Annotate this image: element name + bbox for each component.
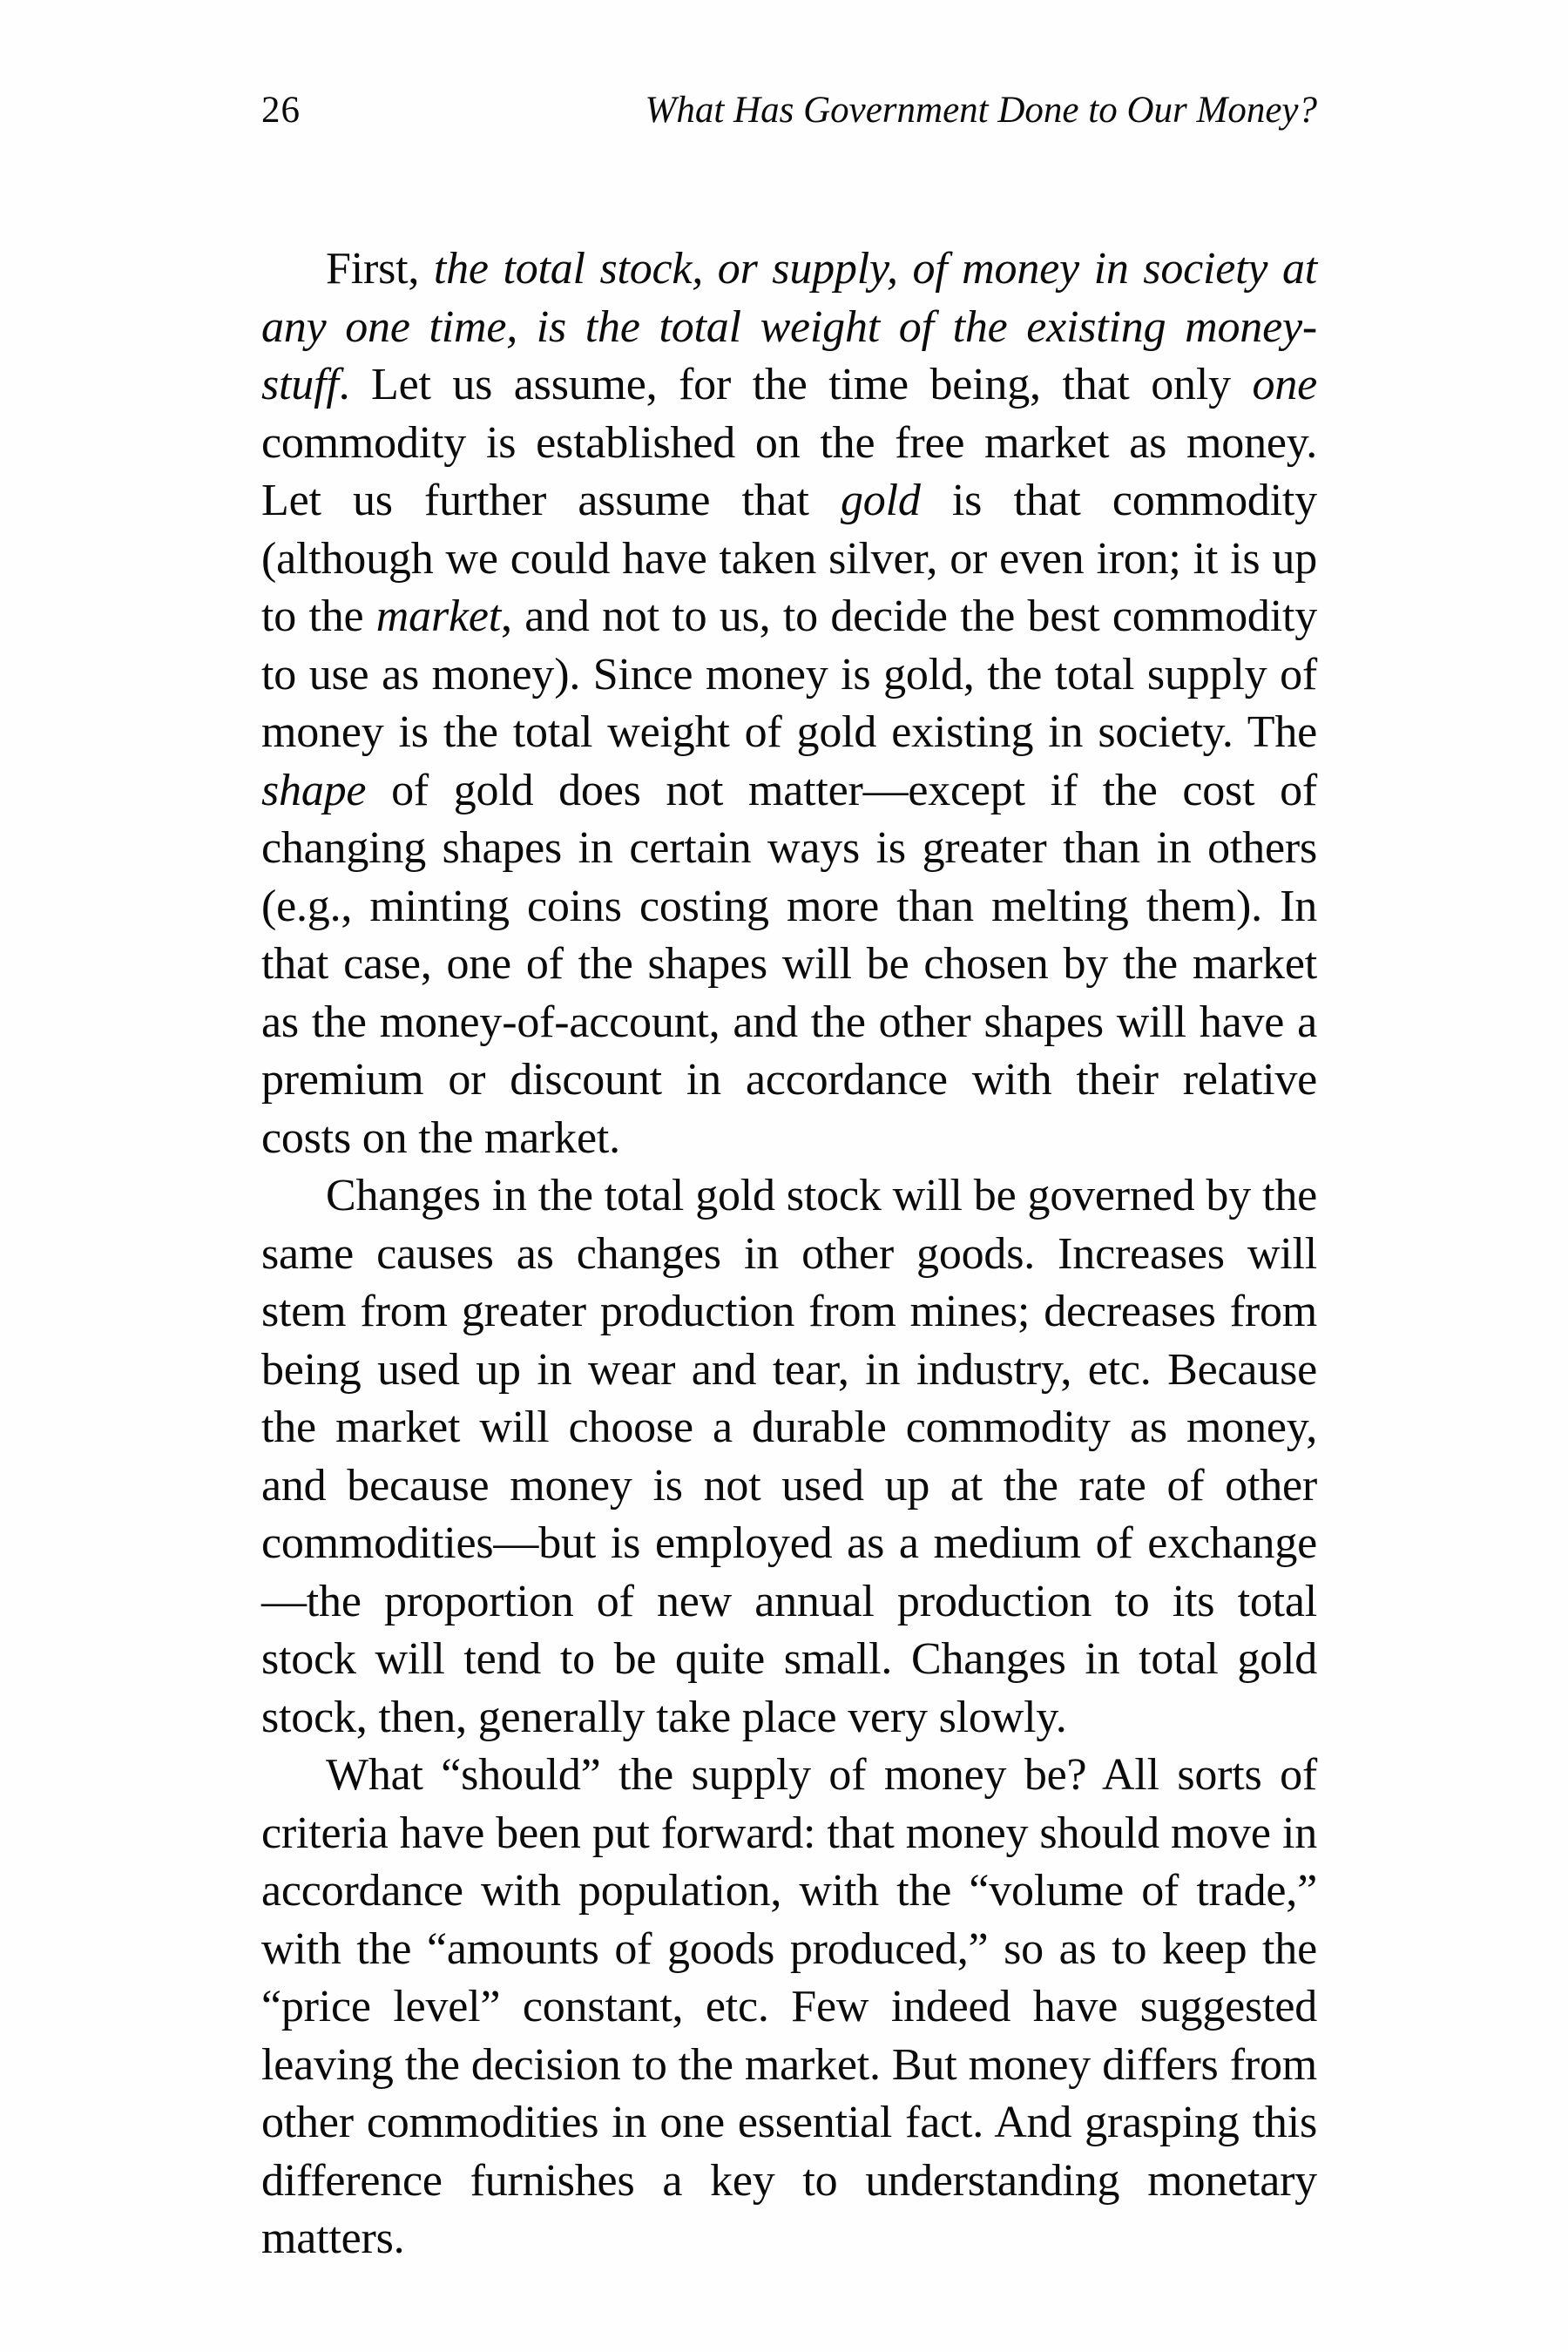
paragraph-3: What “should” the supply of money be? All sorts of criteria have been put forward: that money should move in accordance with population, with the “volume of trade,” with the “amounts of goods produced,” so as to keep the “price level” constant, etc. Few indeed have suggested leaving the decision to the market. But money differs from other commodities in one essential fact. And grasping this difference furnishes a key to understanding monetary matters. xyxy=(261,1750,1317,2263)
paragraph-1: First, the total stock, or supply, of money in society at any one time, is the total weight of the existing money-stuff. Let us assume, for the time being, that only one commodity is established on the free market as money. Let us further assume that gold is that commodity (although we could have taken silver, or even iron; it is up to the market, and not to us, to decide the best commodity to use as money). Since money is gold, the total supply of money is the total weight of gold existing in society. The shape of gold does not matter—except if the cost of changing shapes in certain ways is greater than in others (e.g., minting coins costing more than melting them). In that case, one of the shapes will be chosen by the market as the money-of-account, and the other shapes will have a premium or discount in accordance with their relative costs on the market. xyxy=(261,244,1317,1163)
running-head xyxy=(261,90,1317,131)
paragraph-2: Changes in the total gold stock will be governed by the same causes as changes in other goods. Increases will stem from greater production from mines; decreases from being used up in wear and tear, in industry, etc. Because the market will choose a durable commodity as money, and because money is not used up at the rate of other commodities—but is employed as a medium of exchange—the proportion of new annual production to its total stock will tend to be quite small. Changes in total gold stock, then, generally take place very slowly. xyxy=(261,1171,1317,1742)
page-number: 26 xyxy=(261,90,301,131)
running-title: What Has Government Done to Our Money? xyxy=(645,90,1317,131)
body-text xyxy=(261,240,1317,2268)
